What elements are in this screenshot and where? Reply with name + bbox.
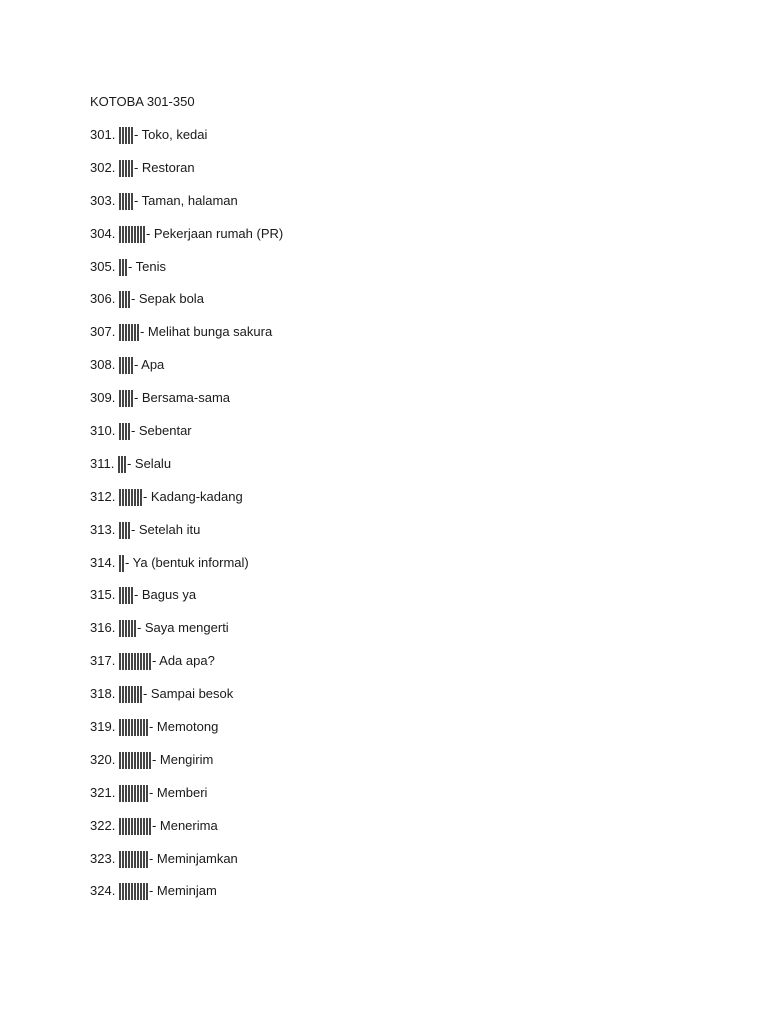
missing-glyph-icon: [137, 226, 139, 243]
missing-glyph-icon: [124, 456, 126, 473]
missing-glyph-icon: [119, 818, 121, 835]
missing-glyph-icon: [140, 785, 142, 802]
missing-glyph-icon: [137, 324, 139, 341]
entry-number: 316.: [90, 620, 116, 636]
missing-glyph-icon: [125, 291, 127, 308]
entry-number: 317.: [90, 653, 116, 669]
missing-glyph-icon: [128, 653, 130, 670]
missing-glyph-icon: [128, 291, 130, 308]
missing-glyph-icon: [122, 226, 124, 243]
missing-glyph-icon: [146, 653, 148, 670]
missing-glyph-icon: [122, 752, 124, 769]
entry-number: 310.: [90, 423, 116, 439]
missing-glyph-icon: [122, 423, 124, 440]
missing-glyph-icon: [119, 423, 121, 440]
entry-meaning: - Setelah itu: [130, 521, 201, 537]
missing-glyph-icon: [122, 522, 124, 539]
missing-glyph-icon: [125, 785, 127, 802]
entry-number: 315.: [90, 587, 116, 603]
missing-glyph-icon: [128, 620, 130, 637]
missing-glyph-icon: [140, 752, 142, 769]
missing-glyph-icon: [119, 324, 121, 341]
missing-glyph-icon: [119, 489, 121, 506]
missing-glyph-icon: [146, 851, 148, 868]
missing-glyph-icon: [137, 785, 139, 802]
entry-meaning: - Toko, kedai: [133, 127, 208, 142]
missing-glyph-icon: [119, 620, 121, 637]
missing-glyph-icon: [140, 489, 142, 506]
missing-glyph-icon: [146, 752, 148, 769]
missing-glyph-icon: [146, 883, 148, 900]
missing-glyph-icon: [122, 785, 124, 802]
entry-meaning: - Meminjamkan: [148, 850, 238, 866]
missing-glyph-icon: [122, 193, 124, 210]
missing-glyph-icon: [122, 620, 124, 637]
missing-glyph-icon: [134, 686, 136, 703]
vocab-entry: [90, 422, 710, 439]
entry-meaning: - Memberi: [148, 784, 208, 800]
missing-glyph-icon: [125, 587, 127, 604]
missing-glyph-icon: [119, 193, 121, 210]
vocab-entry: [90, 718, 710, 735]
entry-number: 309.: [90, 390, 116, 406]
missing-glyph-icon: [125, 620, 127, 637]
vocab-entry: [90, 290, 710, 307]
missing-glyph-icon: [140, 818, 142, 835]
entry-number: 323.: [90, 850, 116, 866]
missing-glyph-icon: [137, 489, 139, 506]
missing-glyph-icon: [137, 719, 139, 736]
missing-glyph-icon: [125, 390, 127, 407]
missing-glyph-icon: [146, 785, 148, 802]
missing-glyph-icon: [140, 851, 142, 868]
missing-glyph-icon: [137, 818, 139, 835]
missing-glyph-icon: [119, 390, 121, 407]
missing-glyph-icon: [119, 785, 121, 802]
entry-meaning: - Menerima: [151, 817, 218, 833]
vocab-entry: [90, 323, 710, 340]
entry-japanese-missing-glyphs: [119, 653, 152, 668]
missing-glyph-icon: [146, 719, 148, 736]
missing-glyph-icon: [143, 226, 145, 243]
missing-glyph-icon: [143, 719, 145, 736]
entry-japanese-missing-glyphs: [119, 291, 131, 306]
missing-glyph-icon: [128, 324, 130, 341]
entry-japanese-missing-glyphs: [119, 193, 134, 208]
missing-glyph-icon: [122, 127, 124, 144]
entry-japanese-missing-glyphs: [119, 423, 131, 438]
missing-glyph-icon: [118, 456, 120, 473]
missing-glyph-icon: [131, 818, 133, 835]
missing-glyph-icon: [119, 160, 121, 177]
vocab-entry: [90, 192, 710, 209]
missing-glyph-icon: [122, 818, 124, 835]
entry-japanese-missing-glyphs: [118, 456, 127, 471]
vocab-entry: [90, 817, 710, 834]
missing-glyph-icon: [128, 818, 130, 835]
missing-glyph-icon: [128, 785, 130, 802]
entry-meaning: - Meminjam: [148, 883, 217, 899]
entry-number: 303.: [90, 192, 116, 208]
missing-glyph-icon: [131, 752, 133, 769]
missing-glyph-icon: [128, 193, 130, 210]
missing-glyph-icon: [143, 883, 145, 900]
missing-glyph-icon: [119, 653, 121, 670]
vocab-entry: [90, 225, 710, 242]
entry-meaning: - Memotong: [148, 719, 219, 735]
missing-glyph-icon: [119, 226, 121, 243]
entry-meaning: - Sampai besok: [142, 686, 234, 702]
entry-number: 304.: [90, 225, 116, 241]
missing-glyph-icon: [134, 226, 136, 243]
entry-japanese-missing-glyphs: [119, 259, 128, 274]
missing-glyph-icon: [149, 818, 151, 835]
missing-glyph-icon: [128, 752, 130, 769]
entry-number: 319.: [90, 719, 116, 735]
entry-number: 312.: [90, 488, 116, 504]
missing-glyph-icon: [131, 653, 133, 670]
missing-glyph-icon: [119, 752, 121, 769]
vocab-entry: [90, 126, 710, 143]
missing-glyph-icon: [125, 489, 127, 506]
missing-glyph-icon: [131, 587, 133, 604]
vocabulary-list: [90, 126, 710, 899]
missing-glyph-icon: [119, 883, 121, 900]
entry-japanese-missing-glyphs: [119, 357, 134, 372]
missing-glyph-icon: [137, 752, 139, 769]
vocab-entry: [90, 652, 710, 669]
missing-glyph-icon: [125, 127, 127, 144]
vocab-entry: [90, 258, 710, 275]
entry-meaning: - Tenis: [127, 258, 166, 274]
missing-glyph-icon: [119, 522, 121, 539]
missing-glyph-icon: [128, 719, 130, 736]
missing-glyph-icon: [122, 555, 124, 572]
entry-number: 307.: [90, 324, 116, 340]
missing-glyph-icon: [134, 752, 136, 769]
missing-glyph-icon: [128, 423, 130, 440]
missing-glyph-icon: [122, 719, 124, 736]
missing-glyph-icon: [146, 818, 148, 835]
entry-japanese-missing-glyphs: [119, 324, 140, 339]
entry-japanese-missing-glyphs: [119, 851, 149, 866]
vocab-entry: [90, 619, 710, 636]
missing-glyph-icon: [140, 883, 142, 900]
missing-glyph-icon: [119, 259, 121, 276]
missing-glyph-icon: [122, 160, 124, 177]
entry-number: 320.: [90, 751, 116, 767]
missing-glyph-icon: [125, 818, 127, 835]
entry-japanese-missing-glyphs: [119, 522, 131, 537]
missing-glyph-icon: [128, 587, 130, 604]
entry-japanese-missing-glyphs: [119, 818, 152, 833]
missing-glyph-icon: [122, 357, 124, 374]
vocab-entry: [90, 389, 710, 406]
missing-glyph-icon: [137, 883, 139, 900]
missing-glyph-icon: [131, 357, 133, 374]
missing-glyph-icon: [131, 489, 133, 506]
missing-glyph-icon: [125, 522, 127, 539]
entry-number: 305.: [90, 258, 116, 274]
entry-meaning: - Kadang-kadang: [142, 488, 243, 504]
missing-glyph-icon: [140, 226, 142, 243]
missing-glyph-icon: [122, 291, 124, 308]
vocab-entry: [90, 159, 710, 176]
vocab-entry: [90, 586, 710, 603]
vocab-entry: [90, 850, 710, 867]
vocab-entry: [90, 521, 710, 538]
entry-number: 314.: [90, 554, 116, 570]
missing-glyph-icon: [131, 193, 133, 210]
entry-number: 313.: [90, 521, 116, 537]
entry-number: 318.: [90, 686, 116, 702]
missing-glyph-icon: [149, 653, 151, 670]
entry-japanese-missing-glyphs: [119, 686, 143, 701]
entry-number: 301.: [90, 127, 116, 142]
missing-glyph-icon: [128, 160, 130, 177]
entry-japanese-missing-glyphs: [119, 489, 143, 504]
entry-japanese-missing-glyphs: [119, 719, 149, 734]
missing-glyph-icon: [125, 259, 127, 276]
missing-glyph-icon: [122, 653, 124, 670]
entry-number: 324.: [90, 883, 116, 899]
missing-glyph-icon: [131, 390, 133, 407]
entry-meaning: - Apa: [133, 357, 165, 373]
missing-glyph-icon: [140, 719, 142, 736]
missing-glyph-icon: [119, 555, 121, 572]
vocab-entry: [90, 554, 710, 571]
missing-glyph-icon: [131, 686, 133, 703]
entry-number: 308.: [90, 357, 116, 373]
missing-glyph-icon: [122, 883, 124, 900]
missing-glyph-icon: [125, 357, 127, 374]
missing-glyph-icon: [143, 752, 145, 769]
document-title: KOTOBA 301-350: [90, 94, 195, 109]
vocab-entry: [90, 882, 710, 899]
missing-glyph-icon: [125, 324, 127, 341]
missing-glyph-icon: [137, 851, 139, 868]
missing-glyph-icon: [128, 686, 130, 703]
missing-glyph-icon: [121, 456, 123, 473]
missing-glyph-icon: [137, 686, 139, 703]
missing-glyph-icon: [131, 785, 133, 802]
document-body: [90, 93, 710, 915]
entry-meaning: - Restoran: [133, 159, 195, 175]
missing-glyph-icon: [140, 653, 142, 670]
missing-glyph-icon: [122, 324, 124, 341]
vocab-entry: [90, 685, 710, 702]
missing-glyph-icon: [128, 127, 130, 144]
missing-glyph-icon: [131, 851, 133, 868]
missing-glyph-icon: [125, 423, 127, 440]
missing-glyph-icon: [131, 883, 133, 900]
missing-glyph-icon: [143, 851, 145, 868]
missing-glyph-icon: [122, 390, 124, 407]
missing-glyph-icon: [131, 620, 133, 637]
missing-glyph-icon: [128, 357, 130, 374]
entry-number: 302.: [90, 159, 116, 175]
entry-japanese-missing-glyphs: [119, 226, 146, 241]
entry-number: 321.: [90, 784, 116, 800]
missing-glyph-icon: [125, 686, 127, 703]
missing-glyph-icon: [128, 226, 130, 243]
missing-glyph-icon: [122, 686, 124, 703]
missing-glyph-icon: [125, 160, 127, 177]
missing-glyph-icon: [149, 752, 151, 769]
entry-number: 322.: [90, 817, 116, 833]
vocab-entry: [90, 784, 710, 801]
missing-glyph-icon: [134, 489, 136, 506]
entry-japanese-missing-glyphs: [119, 390, 134, 405]
entry-japanese-missing-glyphs: [119, 752, 152, 767]
entry-japanese-missing-glyphs: [119, 127, 134, 142]
missing-glyph-icon: [134, 324, 136, 341]
missing-glyph-icon: [128, 522, 130, 539]
missing-glyph-icon: [143, 818, 145, 835]
missing-glyph-icon: [134, 653, 136, 670]
entry-japanese-missing-glyphs: [119, 785, 149, 800]
entry-meaning: - Ya (bentuk informal): [124, 554, 249, 570]
missing-glyph-icon: [119, 127, 121, 144]
entry-number: 311.: [90, 455, 115, 471]
missing-glyph-icon: [119, 291, 121, 308]
missing-glyph-icon: [125, 719, 127, 736]
vocab-entry: [90, 751, 710, 768]
missing-glyph-icon: [122, 851, 124, 868]
missing-glyph-icon: [131, 127, 133, 144]
missing-glyph-icon: [128, 883, 130, 900]
entry-meaning: - Bersama-sama: [133, 390, 231, 406]
missing-glyph-icon: [125, 653, 127, 670]
missing-glyph-icon: [143, 785, 145, 802]
entry-meaning: - Pekerjaan rumah (PR): [145, 225, 284, 241]
missing-glyph-icon: [134, 785, 136, 802]
missing-glyph-icon: [128, 851, 130, 868]
missing-glyph-icon: [134, 719, 136, 736]
entry-meaning: - Saya mengerti: [136, 620, 229, 636]
entry-meaning: - Taman, halaman: [133, 192, 238, 208]
missing-glyph-icon: [119, 851, 121, 868]
missing-glyph-icon: [137, 653, 139, 670]
missing-glyph-icon: [125, 752, 127, 769]
missing-glyph-icon: [134, 883, 136, 900]
missing-glyph-icon: [125, 226, 127, 243]
missing-glyph-icon: [131, 160, 133, 177]
missing-glyph-icon: [134, 818, 136, 835]
missing-glyph-icon: [131, 324, 133, 341]
missing-glyph-icon: [122, 587, 124, 604]
missing-glyph-icon: [128, 390, 130, 407]
entry-meaning: - Ada apa?: [151, 653, 215, 669]
missing-glyph-icon: [131, 719, 133, 736]
entry-meaning: - Bagus ya: [133, 587, 197, 603]
entry-meaning: - Melihat bunga sakura: [139, 324, 273, 340]
vocab-entry: [90, 455, 710, 472]
entry-number: 306.: [90, 291, 116, 307]
missing-glyph-icon: [131, 226, 133, 243]
missing-glyph-icon: [125, 851, 127, 868]
entry-japanese-missing-glyphs: [119, 587, 134, 602]
entry-meaning: - Sepak bola: [130, 291, 204, 307]
missing-glyph-icon: [125, 193, 127, 210]
entry-japanese-missing-glyphs: [119, 620, 137, 635]
missing-glyph-icon: [119, 686, 121, 703]
entry-japanese-missing-glyphs: [119, 160, 134, 175]
missing-glyph-icon: [143, 653, 145, 670]
missing-glyph-icon: [122, 489, 124, 506]
entry-japanese-missing-glyphs: [119, 883, 149, 898]
missing-glyph-icon: [122, 259, 124, 276]
entry-meaning: - Sebentar: [130, 423, 192, 439]
entry-meaning: - Selalu: [126, 455, 172, 471]
missing-glyph-icon: [125, 883, 127, 900]
vocab-entry: [90, 488, 710, 505]
missing-glyph-icon: [119, 719, 121, 736]
entry-meaning: - Mengirim: [151, 751, 214, 767]
missing-glyph-icon: [140, 686, 142, 703]
missing-glyph-icon: [119, 357, 121, 374]
missing-glyph-icon: [119, 587, 121, 604]
missing-glyph-icon: [128, 489, 130, 506]
missing-glyph-icon: [134, 851, 136, 868]
missing-glyph-icon: [134, 620, 136, 637]
vocab-entry: [90, 356, 710, 373]
